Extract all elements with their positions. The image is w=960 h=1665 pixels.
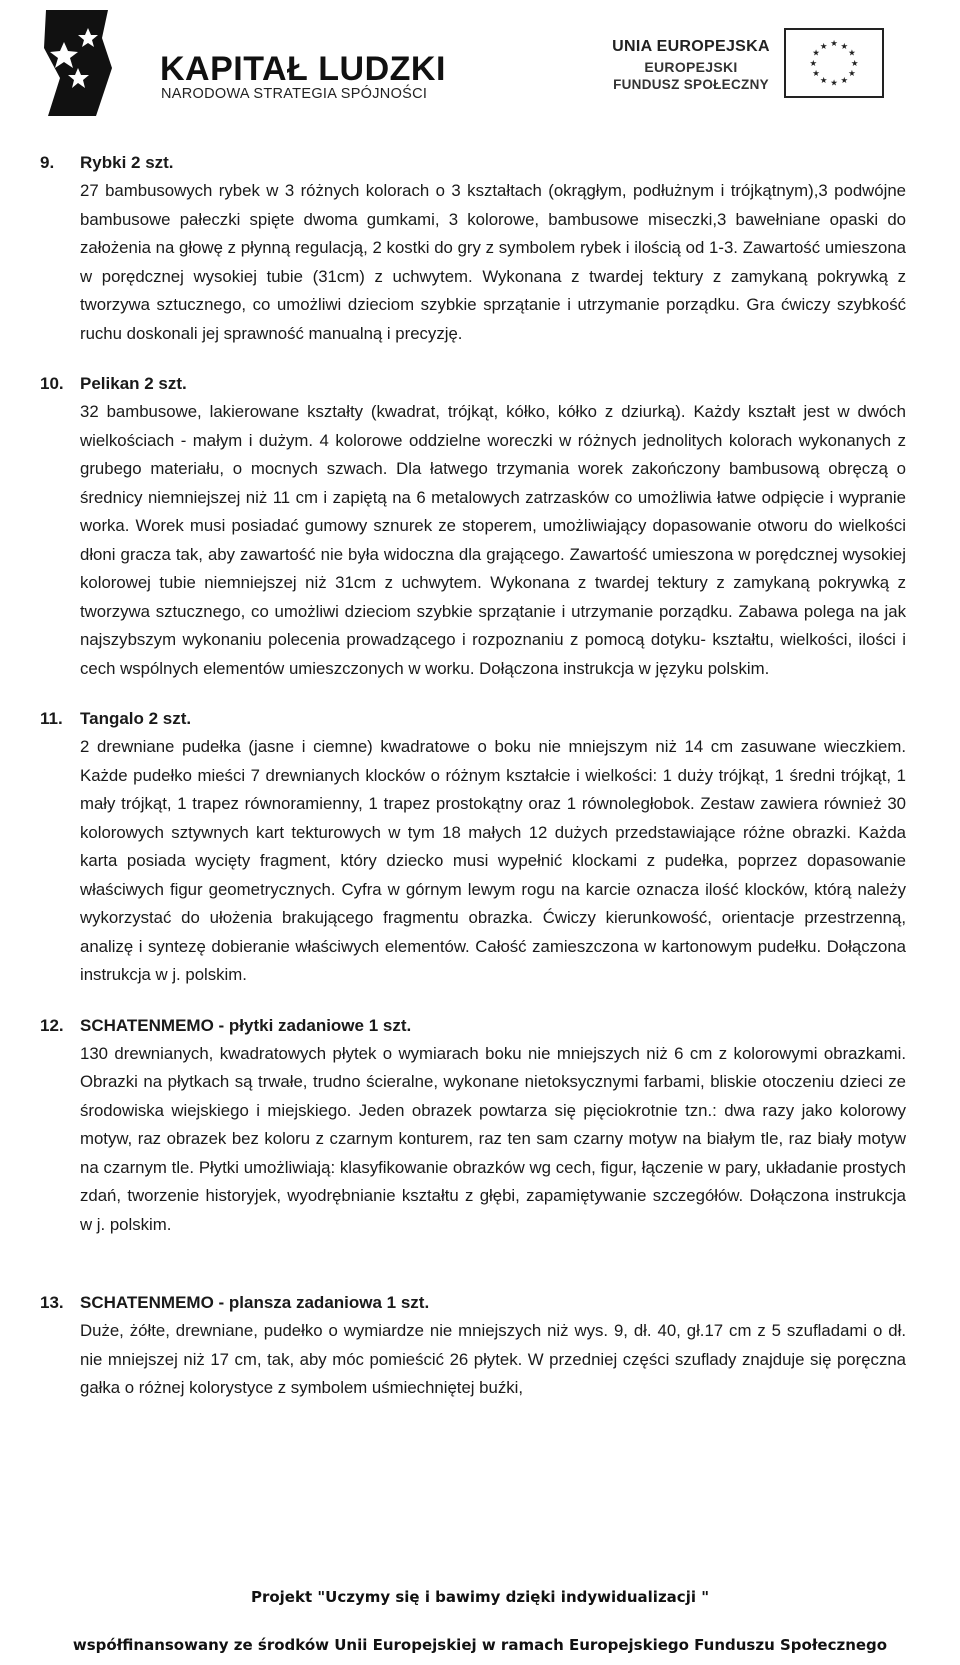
svg-text:★: ★ [840, 40, 849, 51]
section-title: Rybki 2 szt. [80, 153, 174, 172]
section-text: 130 drewnianych, kwadratowych płytek o wymiarach boku nie mniejszych niż 6 cm z kolorowymi obrazkami. Obrazki na płytkach są trwałe, trudno ścieralne, wykonane nietoksycznymi farbami, bliskie otoczeniu dzieci ze środowiska wiejskiego i miejskiego. Jeden obrazek powtarza się pięciokrotnie tzn.: dwa razy jako kolorowy motyw, raz obrazek bez koloru z czarnym konturem, raz ten sam czarny motyw na białym tle, raz biały motyw na czarnym tle. Płytki umożliwiają: klasyfikowanie obrazków wg cech, figur, łączenie w pary, układanie prostych zdań, tworzenie historyjek, wyodrębnianie kształtu z głębi, zapamiętywanie szczegółów. Dołączona instrukcja w j. polskim. [80, 1043, 906, 1234]
section-heading [40, 151, 906, 175]
section-text: 27 bambusowych rybek w 3 różnych kolorach o 3 kształtach (okrągłym, podłużnym i trójkątnym),3 podwójne bambusowe pałeczki spięte dwoma gumkami, 3 kolorowe, bambusowe miseczki,3 bawełniane opaski do założenia na głowę z płynną regulacją, 2 kostki do gry z symbolem rybek i ilością od 1-3. Zawartość umieszona w porędcznej wysokiej tubie (31cm) z uchwytem. Wykonana z twardej tektury z zamykaną pokrywką z tworzywa sztucznego, co umożliwi dzieciom szybkie sprzątanie i utrzymanie porządku. Gra ćwiczy szybkość ruchu doskonali jej sprawność manualną i precyzję. [80, 181, 906, 343]
section-number: 10. [40, 374, 64, 393]
section-heading [40, 1291, 906, 1315]
eu-line-2: EUROPEJSKI [644, 59, 738, 75]
section-10 [40, 372, 906, 683]
eu-flag-icon [784, 28, 884, 98]
section-title: SCHATENMEMO - płytki zadaniowe 1 szt. [80, 1015, 412, 1035]
section-number: 12. [40, 1015, 64, 1035]
svg-text:★: ★ [809, 57, 818, 68]
document-content [40, 151, 906, 1403]
svg-text:★: ★ [840, 74, 849, 85]
section-text: 32 bambusowe, lakierowane kształty (kwadrat, trójkąt, kółko, kółko z dziurką). Każdy kształt jest w dwóch wielkościach - małym i dużym. 4 kolorowe oddzielne woreczki w różnych jednolitych kolorach wykonanych z grubego materiału, o mocnych szwach. Dla łatwego trzymania worek zakończony bambusową obręczą o średnicy niemniejszej niż 11 cm i zapiętą na 6 metalowych zatrzasków co umożliwia łatwe odpięcie i wypranie worka. Worek musi posiadać gumowy sznurek ze stoperem, umożliwiający dopasowanie otworu do wielkości dłoni gracza tak, aby zawartość nie była widoczna dla grającego. Zawartość umieszona w porędcznej wysokiej kolorowej tubie niemniejszej niż 31cm z uchwytem. Wykonana z twardej tektury z zamykaną pokrywką z tworzywa sztucznego, co umożliwi dzieciom szybkie sprzątanie i utrzymanie porządku. Zabawa polega na jak najszybszym wykonaniu polecenia prowadzącego i rozpoznaniu z pomocą dotyku- kształtu, wielkości, ilości i cech wspólnych elementów umieszczonych w worku. Dołączona instrukcja w języku polskim. [80, 402, 906, 678]
svg-text:★: ★ [848, 47, 856, 58]
section-title: Pelikan 2 szt. [80, 374, 187, 393]
kapital-ludzki-logo-icon [38, 8, 158, 116]
section-13 [40, 1291, 906, 1403]
kapital-ludzki-title: KAPITAŁ LUDZKI [160, 50, 446, 88]
svg-text:★: ★ [850, 57, 859, 68]
footer-funding-note: współfinansowany ze środków Unii Europejskiej w ramach Europejskiego Funduszu Społecznego [72, 1636, 888, 1654]
section-heading [40, 1014, 906, 1038]
svg-text:★: ★ [830, 38, 838, 49]
section-11 [40, 707, 906, 990]
section-12 [40, 1014, 906, 1240]
section-9 [40, 151, 906, 348]
section-number: 11. [40, 709, 63, 728]
section-heading [40, 372, 906, 396]
section-number: 13. [40, 1293, 64, 1312]
section-heading [40, 707, 906, 731]
section-title: SCHATENMEMO - plansza zadaniowa 1 szt. [80, 1293, 430, 1312]
svg-text:★: ★ [819, 40, 828, 51]
svg-text:★: ★ [830, 77, 838, 88]
footer-project-title: Projekt "Uczymy się i bawimy dzięki indywidualizacji " [250, 1588, 710, 1606]
svg-text:★: ★ [812, 47, 820, 58]
svg-text:★: ★ [819, 74, 828, 85]
page-header [0, 0, 960, 140]
section-text: 2 drewniane pudełka (jasne i ciemne) kwadratowe o boku nie mniejszym niż 14 cm zasuwane wieczkiem. Każde pudełko mieści 7 drewnianych klocków o różnym kształcie i wielkości: 1 duży trójkąt, 1 średni trójkąt, 1 mały trójkąt, 1 trapez równoramienny, 1 trapez prostokątny oraz 1 równoległobok. Zestaw zawiera również 30 kolorowych sztywnych kart tekturowych w tym 18 małych 12 dużych przedstawiające różne obrazki. Każda karta posiada wycięty fragment, który dziecko musi wypełnić klockami z pudełka, poprzez dopasowanie właściwych figur geometrycznych. Cyfra w górnym lewym rogu na karcie oznacza ilość klocków, którą należy wykorzystać do ułożenia brakującego fragmentu obrazka. Ćwiczy kierunkowość, orientacje przestrzenną, analizę i syntezę dobieranie właściwych elementów. Całość zamieszczona w kartonowym pudełku. Dołączona instrukcja w j. polskim. [80, 737, 906, 984]
section-text: Duże, żółte, drewniane, pudełko o wymiardze nie mniejszych niż wys. 9, dł. 40, gł.17 cm z 5 szufladami o dł. nie mniejszej niż 17 cm, tak, aby móc pomieścić 26 płytek. W przedniej części szuflady znajduje się poręczna gałka o różnej kolorystyce z symbolem uśmiechniętej buźki, [80, 1321, 906, 1397]
svg-text:★: ★ [812, 68, 820, 79]
section-number: 9. [40, 153, 55, 172]
kapital-ludzki-subtitle: NARODOWA STRATEGIA SPÓJNOŚCI [161, 86, 428, 102]
section-title: Tangalo 2 szt. [80, 709, 192, 728]
svg-text:★: ★ [848, 68, 856, 79]
eu-line-3: FUNDUSZ SPOŁECZNY [613, 77, 769, 92]
eu-line-1: UNIA EUROPEJSKA [612, 38, 770, 55]
eu-text-block [606, 38, 776, 92]
